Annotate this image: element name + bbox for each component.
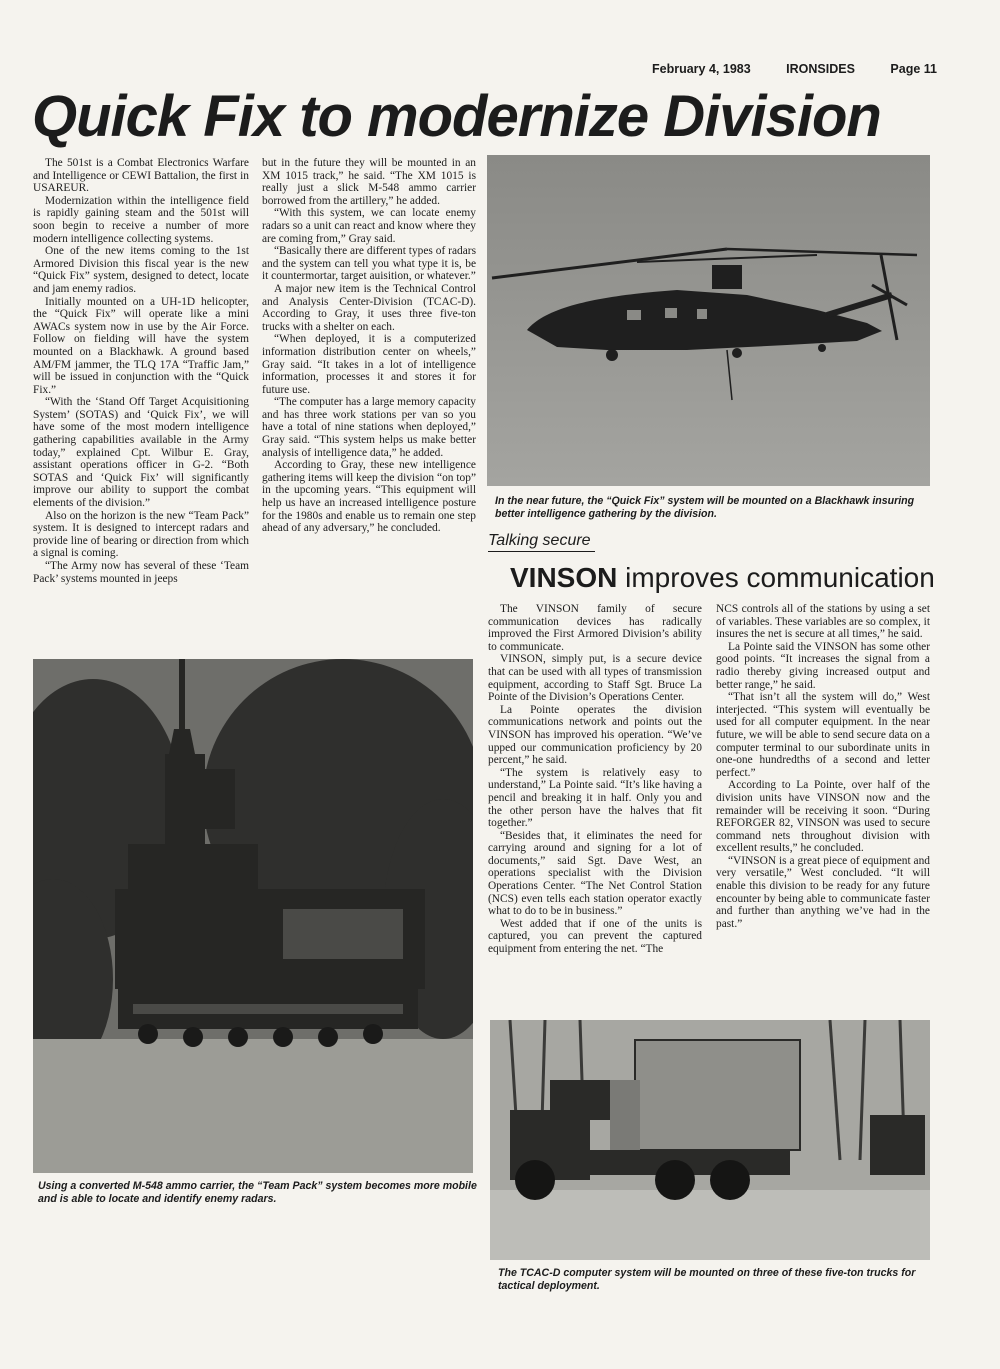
paragraph: Initially mounted on a UH-1D helicopter, the “Quick Fix” will operate like a mini AWACs system now in use by the Air Force. Follow on fielding will have the system mounted on a Blackhawk. A ground based AM/FM jammer, the TLQ 17A “Traffic Jam,” will be issued in conjunction with the “Quick Fix.” — [33, 295, 249, 396]
paragraph: “Basically there are different types of radars and the system can tell you what type it is, be it countermortar, target auisition, or whatever.” — [262, 245, 476, 283]
truck-photo — [490, 1020, 930, 1260]
truck-caption: The TCAC-D computer system will be mounted on three of these five-ton trucks for tactical deployment. — [498, 1267, 916, 1292]
paragraph: Modernization within the intelligence field is rapidly gaining steam and the 501st will soon begin to receive a number of more modern intelligence collecting systems. — [33, 194, 249, 245]
vinson-column-1 — [488, 603, 702, 1008]
paragraph: but in the future they will be mounted in an XM 1015 track,” he said. “The XM 1015 is really just a slick M-548 ammo carrier borrowed from the artillery,” he added. — [262, 157, 476, 207]
paragraph: One of the new items coming to the 1st Armored Division this fiscal year is the new “Quick Fix” system, designed to detect, locate and jam enemy radios. — [33, 245, 249, 295]
helicopter-photo — [487, 155, 930, 486]
paragraph: La Pointe said the VINSON has some other good points. “It increases the signal from a radio thereby giving increased output and better range,” he said. — [716, 640, 930, 691]
paragraph: “The Army now has several of these ‘Team Pack’ systems mounted in jeeps — [33, 560, 249, 585]
issue-date: February 4, 1983 — [652, 62, 751, 76]
team-pack-caption: Using a converted M-548 ammo carrier, the “Team Pack” system becomes more mobile and is able to locate and identify enemy radars. — [38, 1180, 477, 1205]
paragraph: West added that if one of the units is captured, you can prevent the captured equipment from entering the net. “The — [488, 917, 702, 956]
paragraph: La Pointe operates the division communications network and points out the VINSON has improved his operation. “We’ve upped our communication proficiency by 20 percent,” he said. — [488, 703, 702, 767]
paragraph: The 501st is a Combat Electronics Warfare and Intelligence or CEWI Battalion, the first in USAREUR. — [33, 157, 249, 195]
page-number: Page 11 — [890, 62, 937, 76]
paragraph: “The computer has a large memory capacity and has three work stations per van so you have a total of nine stations when deployed,” Gray said. “This system helps us make better analysis of intelligence data,” he added. — [262, 396, 476, 459]
paragraph: “With this system, we can locate enemy radars so a unit can react and know where they are coming from,” Gray said. — [262, 207, 476, 245]
vinson-headline-bold: VINSON — [510, 562, 618, 593]
paragraph: The VINSON family of secure communication devices has radically improved the First Armored Division’s ability to communicate. — [488, 603, 702, 653]
masthead — [652, 60, 937, 78]
kicker: Talking secure — [488, 531, 595, 552]
paragraph: “With the ‘Stand Off Target Acquisitioning System’ (SOTAS) and ‘Quick Fix’, we will have some of the most modern intelligence gathering capabilities available in the Army today,” explained Cpt. Wilbur E. Gray, assistant operations officer in G-2. “Both SOTAS and ‘Quick Fix’ will significantly improve our ability to support the combat elements of the division.” — [33, 396, 249, 510]
paragraph: Also on the horizon is the new “Team Pack” system. It is designed to intercept radars and provide line of bearing or direction from which a signal is coming. — [33, 509, 249, 560]
vinson-headline-rest: improves communication — [617, 562, 935, 593]
team-pack-photo — [33, 659, 473, 1173]
paragraph: A major new item is the Technical Control and Analysis Center-Division (TCAC-D). According to Gray, it uses three five-ton trucks with a shelter on each. — [262, 282, 476, 333]
paragraph: VINSON, simply put, is a secure device that can be used with all types of transmission equipment, according to Staff Sgt. Bruce La Pointe of the Division’s Operations Center. — [488, 653, 702, 704]
paragraph: “Besides that, it eliminates the need for carrying around and signing for a lot of documents,” said Sgt. Dave West, an operations specialist with the Division Operations Center. “The Net Control Station (NCS) even tells each station operator exactly what to do to be in business.” — [488, 829, 702, 918]
quickfix-column-1 — [33, 157, 249, 662]
paragraph: According to Gray, these new intelligence gathering items will keep the division “on top” in the upcoming years. “This equipment will help us have an increased intelligence posture for the 1980s and enable us to remain one step ahead of any adversary,” he concluded. — [262, 459, 476, 535]
helicopter-caption: In the near future, the “Quick Fix” system will be mounted on a Blackhawk insuring better intelligence gathering by the division. — [495, 495, 915, 520]
paragraph: According to La Pointe, over half of the division units have VINSON now and the remainder will be receiving it soon. “During REFORGER 82, VINSON was used to secure command nets throughout division with excellent results,” he concluded. — [716, 779, 930, 855]
paragraph: “When deployed, it is a computerized information distribution center on wheels,” Gray said. “It takes in a lot of intelligence information, processes it and stores it for future use. — [262, 333, 476, 396]
vinson-column-2 — [716, 603, 930, 1008]
paragraph: NCS controls all of the stations by using a set of variables. These variables are so complex, it insures the net is secure at all times,” he said. — [716, 603, 930, 641]
quickfix-column-2 — [262, 157, 476, 662]
vinson-headline — [510, 561, 950, 595]
paragraph: “The system is relatively easy to understand,” La Pointe said. “It’s like having a pencil and breaking it in half. Only you and the other person have the halves that fit together.” — [488, 766, 702, 830]
headline: Quick Fix to modernize Division — [32, 84, 881, 149]
paragraph: “That isn’t all the system will do,” West interjected. “This system will eventually be used for all computer equipment. In the near future, we will be able to send secure data on a computer terminal to our subordinate units in one-one hundredths of a second and letter perfect.” — [716, 691, 930, 779]
paragraph: “VINSON is a great piece of equipment and very versatile,” West concluded. “It will enable this division to be ready for any future encounter by being able to communicate faster and further than anything we’ve had in the past.” — [716, 854, 930, 930]
paper-name: IRONSIDES — [786, 62, 855, 76]
